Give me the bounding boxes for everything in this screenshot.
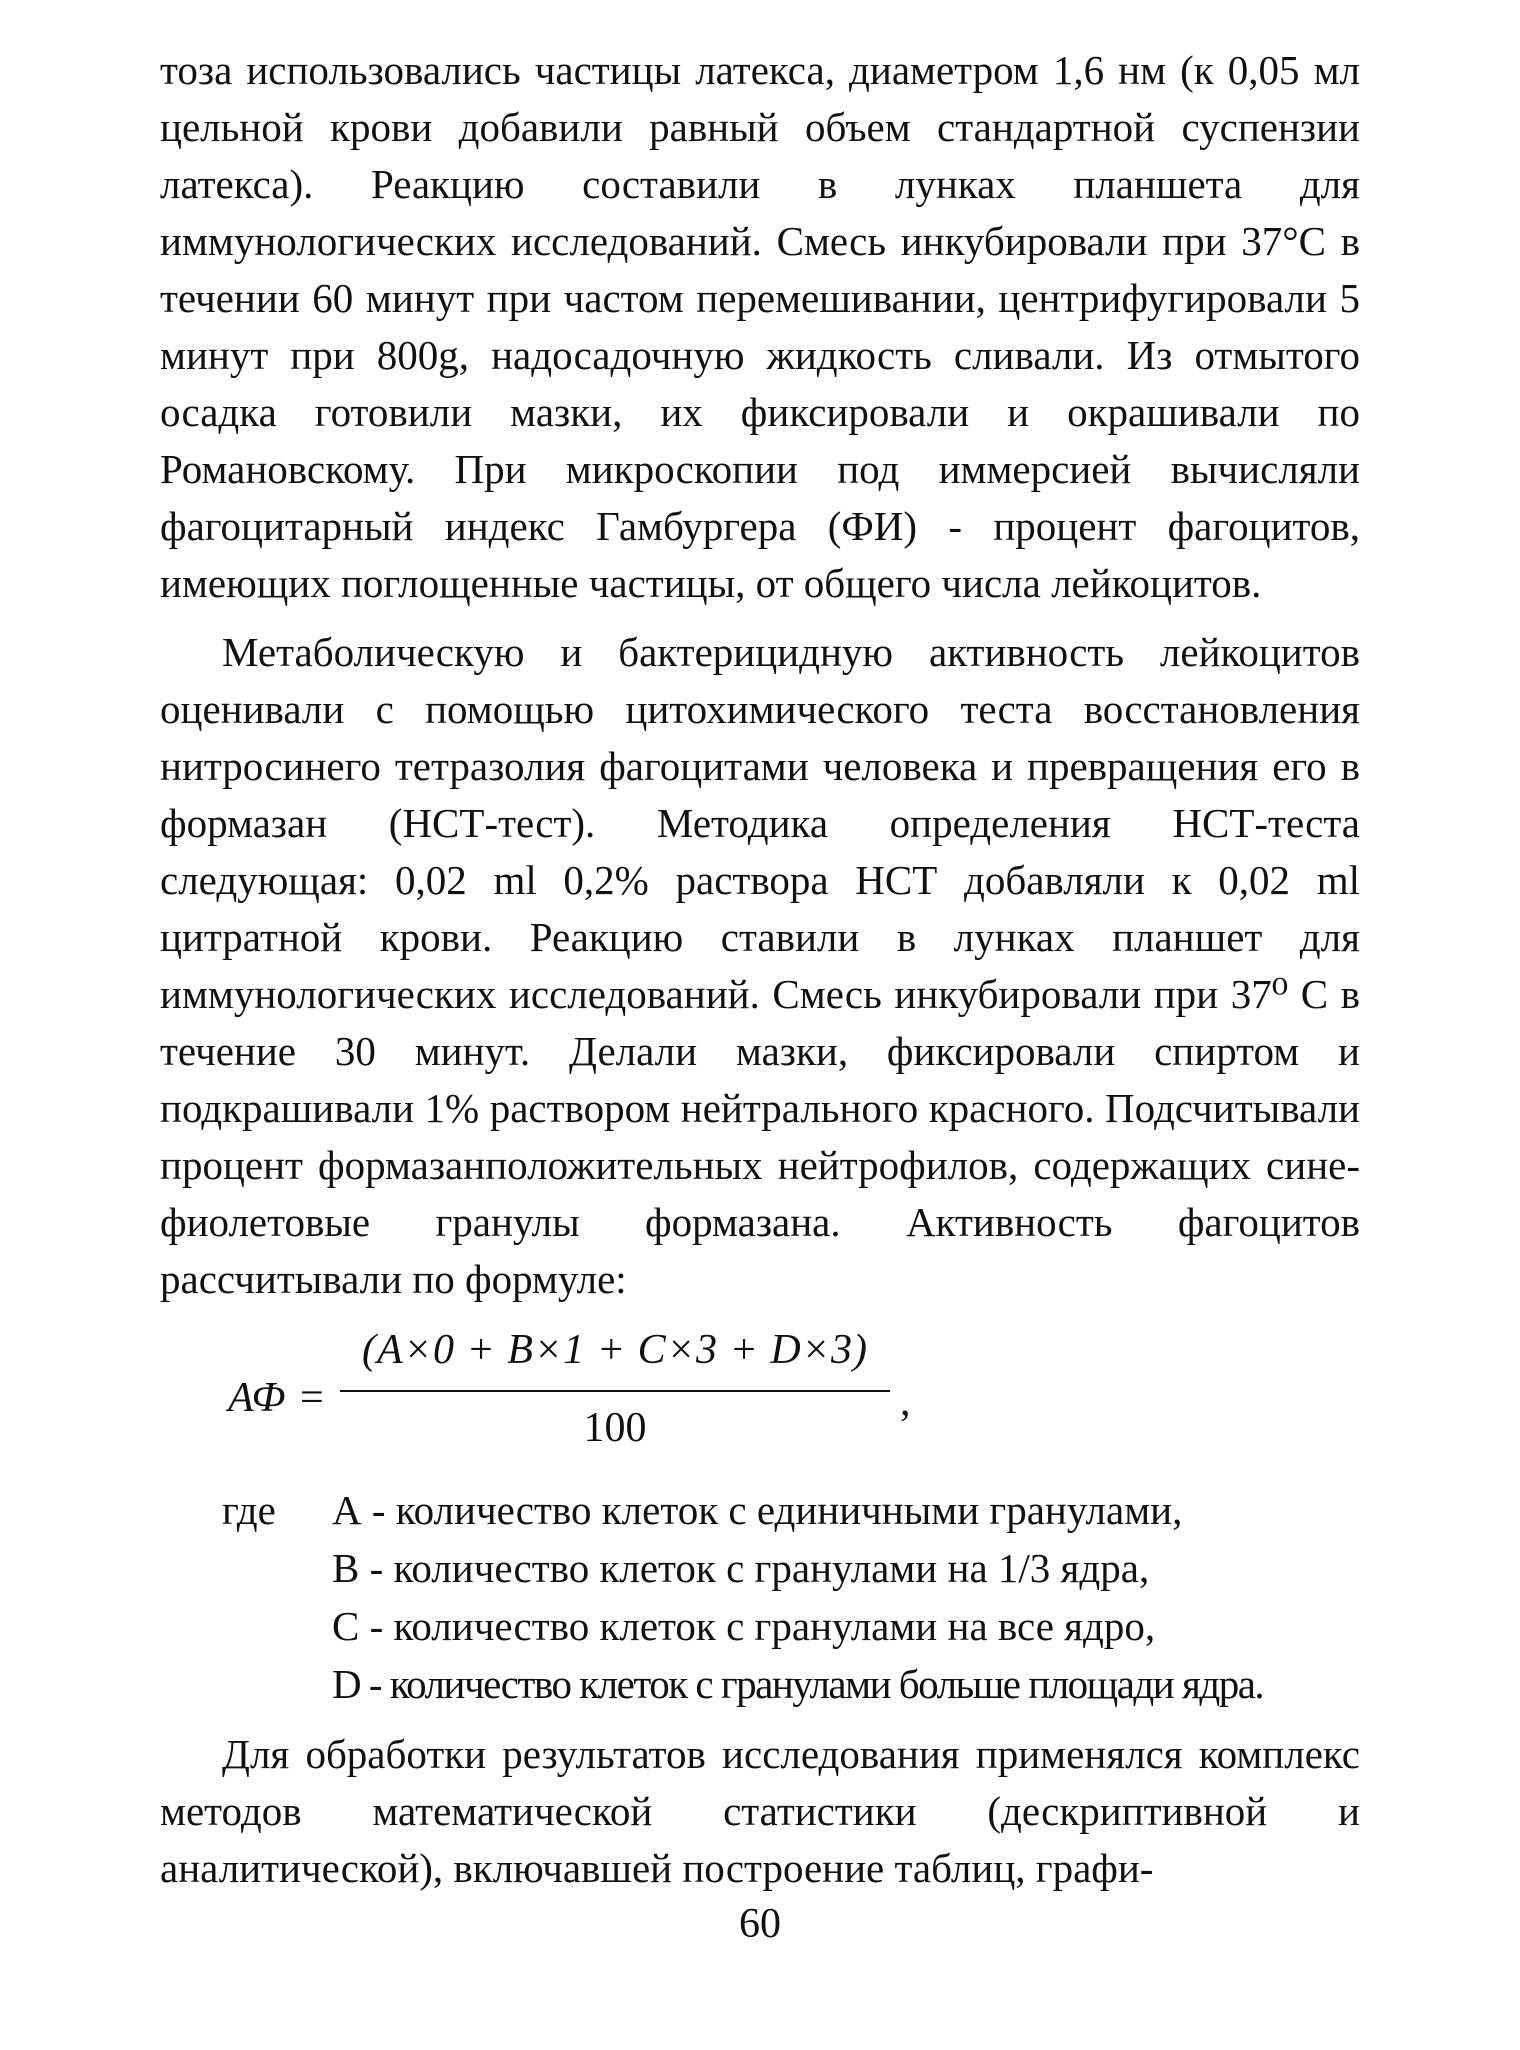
paragraph-phagocytosis-method: тоза использовались частицы латекса, диаметром 1,6 нм (к 0,05 мл цельной крови добавили равный объем стандартной суспензии латекса). Реакцию составили в лунках планшета для иммунологических исследований. Смесь инкубировали при 37°С в течении 60 минут при частом перемешивании, центрифугировали 5 минут при 800g, надосадочную жидкость сливали. Из отмытого осадка готовили мазки, их фиксировали и окрашивали по Романовскому. При микроскопии под иммерсией вычисляли фагоцитарный индекс Гамбургера (ФИ) - процент фагоцитов, имеющих поглощенные частицы, от общего числа лейкоцитов. [160,47,1360,606]
definition-row [160,1598,1360,1656]
where-label: где [222,1487,276,1533]
definition-b: В - количество клеток с гранулами на 1/3 ядра, [332,1545,1150,1591]
fraction-bar [340,1390,890,1392]
definition-c: С - количество клеток с гранулами на все ядро, [332,1603,1156,1649]
formula-trailing-comma: , [900,1379,911,1425]
formula-equals: = [300,1375,324,1421]
paragraph-nst-test: Метаболическую и бактерицидную активность лейкоцитов оценивали с помощью цитохимического теста восстановления нитросинего тетразолия фагоцитами человека и превращения его в формазан (НСТ-тест). Методика определения НСТ-теста следующая: 0,02 ml 0,2% раствора НСТ добавляли к 0,02 ml цитратной крови. Реакцию ставили в лунках планшет для иммунологических исследований. Смесь инкубировали при 37⁰ С в течение 30 минут. Делали мазки, фиксировали спиртом и подкрашивали 1% раствором нейтрального красного. Подсчитывали процент формазанположительных нейтрофилов, содержащих сине-фиолетовые гранулы формазана. Активность фагоцитов рассчитывали по формуле: [160,629,1360,1302]
formula-denominator: 100 [583,1405,647,1451]
paragraph-statistics: Для обработки результатов исследования применялся комплекс методов математической статистики (дескриптивной и аналитической), включавшей построение таблиц, графи- [160,1731,1360,1891]
definition-a: А - количество клеток с единичными гранулами, [332,1487,1183,1533]
page-number: 60 [739,1901,781,1947]
definition-d: D - количество клеток с гранулами больше площади ядра. [332,1661,1264,1707]
page-body [160,42,1360,1897]
formula-lhs: АФ [228,1375,286,1421]
formula-numerator: (A×0 + B×1 + C×3 + D×3) [361,1327,869,1373]
definition-row [160,1482,1360,1540]
definition-row [160,1656,1360,1714]
definition-row [160,1540,1360,1598]
variable-definitions [160,1482,1360,1714]
phagocyte-activity-formula [160,1322,1360,1472]
